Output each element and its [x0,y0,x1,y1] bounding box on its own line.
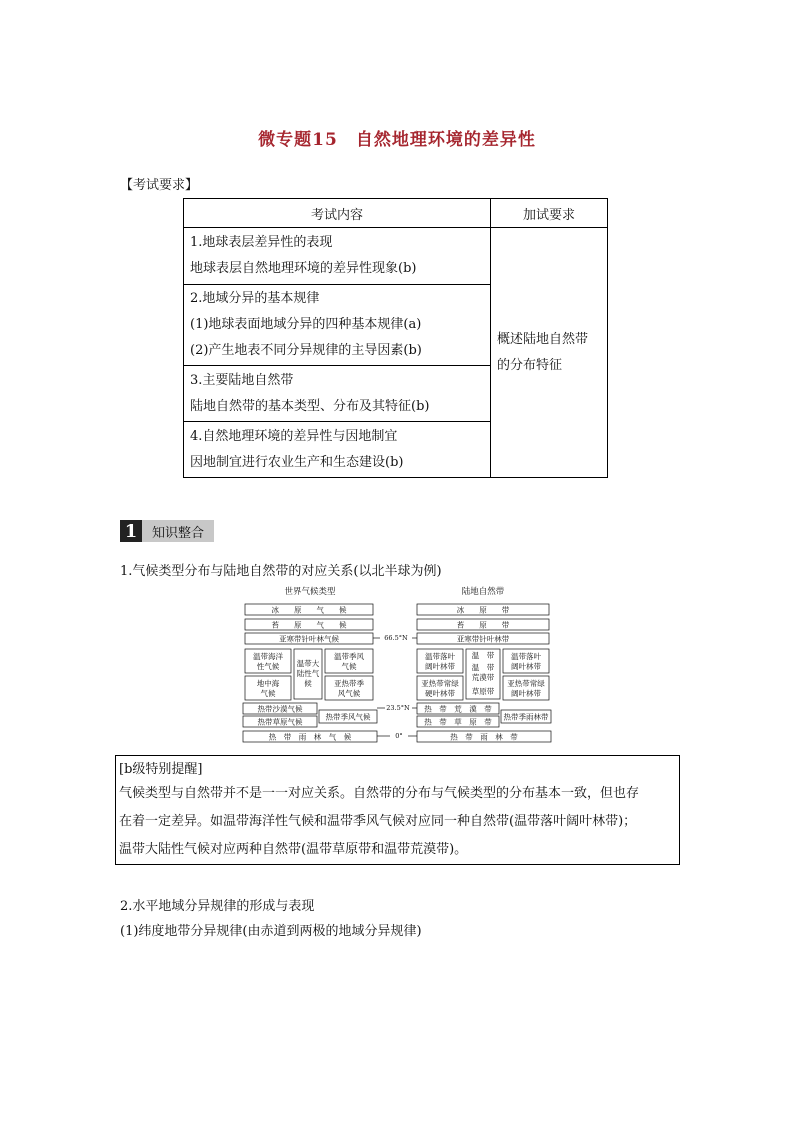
climate-trop-monsoon: 热带季风气候 [325,712,371,722]
climate-tundra: 苔 原 气 候 [271,620,347,630]
lat-label: 0° [395,732,403,740]
zone-subtrop-ever-1: 硬叶林带 [425,689,455,698]
lat-label: 23.5°N [386,704,410,712]
zone-subtrop-ever-1: 亚热带常绿 [421,679,459,688]
extra-line: 的分布特征 [497,357,563,373]
reminder-box [115,755,680,865]
climate-medit: 地中海 [256,679,280,688]
cell-line: 陆地自然带的基本类型、分布及其特征(b) [190,398,430,414]
table-header-row [184,199,608,228]
zone-ice: 冰 原 带 [456,605,510,615]
climate-medit: 气候 [260,689,276,698]
cell-line: 因地制宜进行农业生产和生态建设(b) [190,454,404,470]
reminder-label: [b级特别提醒] [119,762,203,777]
climate-trop-rain: 热 带 雨 林 气 候 [268,732,352,742]
item-1-heading: 1.气候类型分布与陆地自然带的对应关系(以北半球为例) [120,564,442,579]
reminder-line: 在着一定差异。如温带海洋性气候和温带季风气候对应同一种自然带(温带落叶阔叶林带)； [119,814,637,829]
zone-temp-decid-1: 阔叶林带 [425,662,455,671]
climate-trop-grass: 热带草原气候 [257,717,303,727]
section-header [120,520,214,542]
zone-taiga: 亚寒带针叶林带 [456,634,510,644]
climate-subarctic: 亚寒带针叶林气候 [279,634,339,644]
exam-requirements-label: 【考试要求】 [120,178,199,193]
cell-line: 4.自然地理环境的差异性与因地制宜 [190,428,398,444]
header-extra: 加试要求 [491,199,608,228]
cell-line: (2)产生地表不同分异规律的主导因素(b) [190,343,422,358]
requirements-table [183,198,608,478]
diagram-left-title: 世界气候类型 [284,587,336,597]
cell-line: 3.主要陆地自然带 [190,372,294,388]
zone-temp-grass-desert: 温 带 [471,651,495,660]
climate-temp-cont: 候 [304,679,312,688]
climate-temp-monsoon: 气候 [341,662,357,671]
zone-trop-rain: 热 带 雨 林 带 [450,732,518,742]
climate-zone-diagram [240,582,554,744]
lat-label: 66.5°N [384,634,408,642]
zone-temp-grass-desert: 荒漠带 [471,673,495,682]
row-cell-1 [184,228,491,285]
zone-trop-grass: 热 带 草 原 带 [424,717,492,727]
cell-line: 地球表层自然地理环境的差异性现象(b) [190,261,417,276]
climate-temp-monsoon: 温带季风 [334,652,364,661]
zone-trop-monsoon-forest: 热带季雨林带 [503,712,549,722]
zone-temp-decid-2: 温带落叶 [511,652,541,661]
climate-trop-desert: 热带沙漠气候 [257,704,303,714]
zone-tundra: 苔 原 带 [456,620,510,630]
zone-temp-grass-desert: 温 带 [471,663,495,672]
climate-subtrop-monsoon: 亚热带季 [334,679,364,688]
cell-line: 2.地域分异的基本规律 [190,291,320,306]
climate-temp-ocean: 性气候 [256,662,280,671]
reminder-line: 温带大陆性气候对应两种自然带(温带草原带和温带荒漠带)。 [119,842,468,857]
row-cell-4 [184,422,491,478]
zone-subtrop-ever-2: 亚热带常绿 [507,679,545,688]
climate-temp-cont: 陆性气 [296,669,320,678]
item-2-1-heading: (1)纬度地带分异规律(由赤道到两极的地域分异规律) [120,924,422,939]
climate-temp-ocean: 温带海洋 [253,652,283,661]
item-2-heading: 2.水平地域分异规律的形成与表现 [120,899,315,914]
section-number: 1 [120,520,142,542]
row-cell-3 [184,366,491,422]
diagram-right-title: 陆地自然带 [461,587,505,597]
cell-line: (1)地球表面地域分异的四种基本规律(a) [190,317,422,332]
row-cell-2 [184,285,491,366]
climate-ice: 冰 原 气 候 [271,605,347,615]
climate-subtrop-monsoon: 风气候 [337,689,361,698]
zone-subtrop-ever-2: 阔叶林带 [511,689,541,698]
cell-line: 1.地球表层差异性的表现 [190,235,333,250]
reminder-line: 气候类型与自然带并不是一一对应关系。自然带的分布与气候类型的分布基本一致，但也存 [119,786,640,801]
table-row [184,228,608,285]
header-content: 考试内容 [184,199,491,228]
extra-line: 概述陆地自然带 [497,331,589,347]
climate-temp-cont: 温带大 [296,659,320,668]
zone-temp-decid-1: 温带落叶 [425,652,455,661]
page-title: 微专题15 自然地理环境的差异性 [258,130,536,150]
zone-trop-desert: 热 带 荒 漠 带 [424,704,492,714]
section-title: 知识整合 [142,520,214,542]
zone-temp-decid-2: 阔叶林带 [511,662,541,671]
zone-grassland: 草原带 [471,687,495,696]
reminder-text [119,780,639,864]
extra-requirement-cell [491,228,608,478]
